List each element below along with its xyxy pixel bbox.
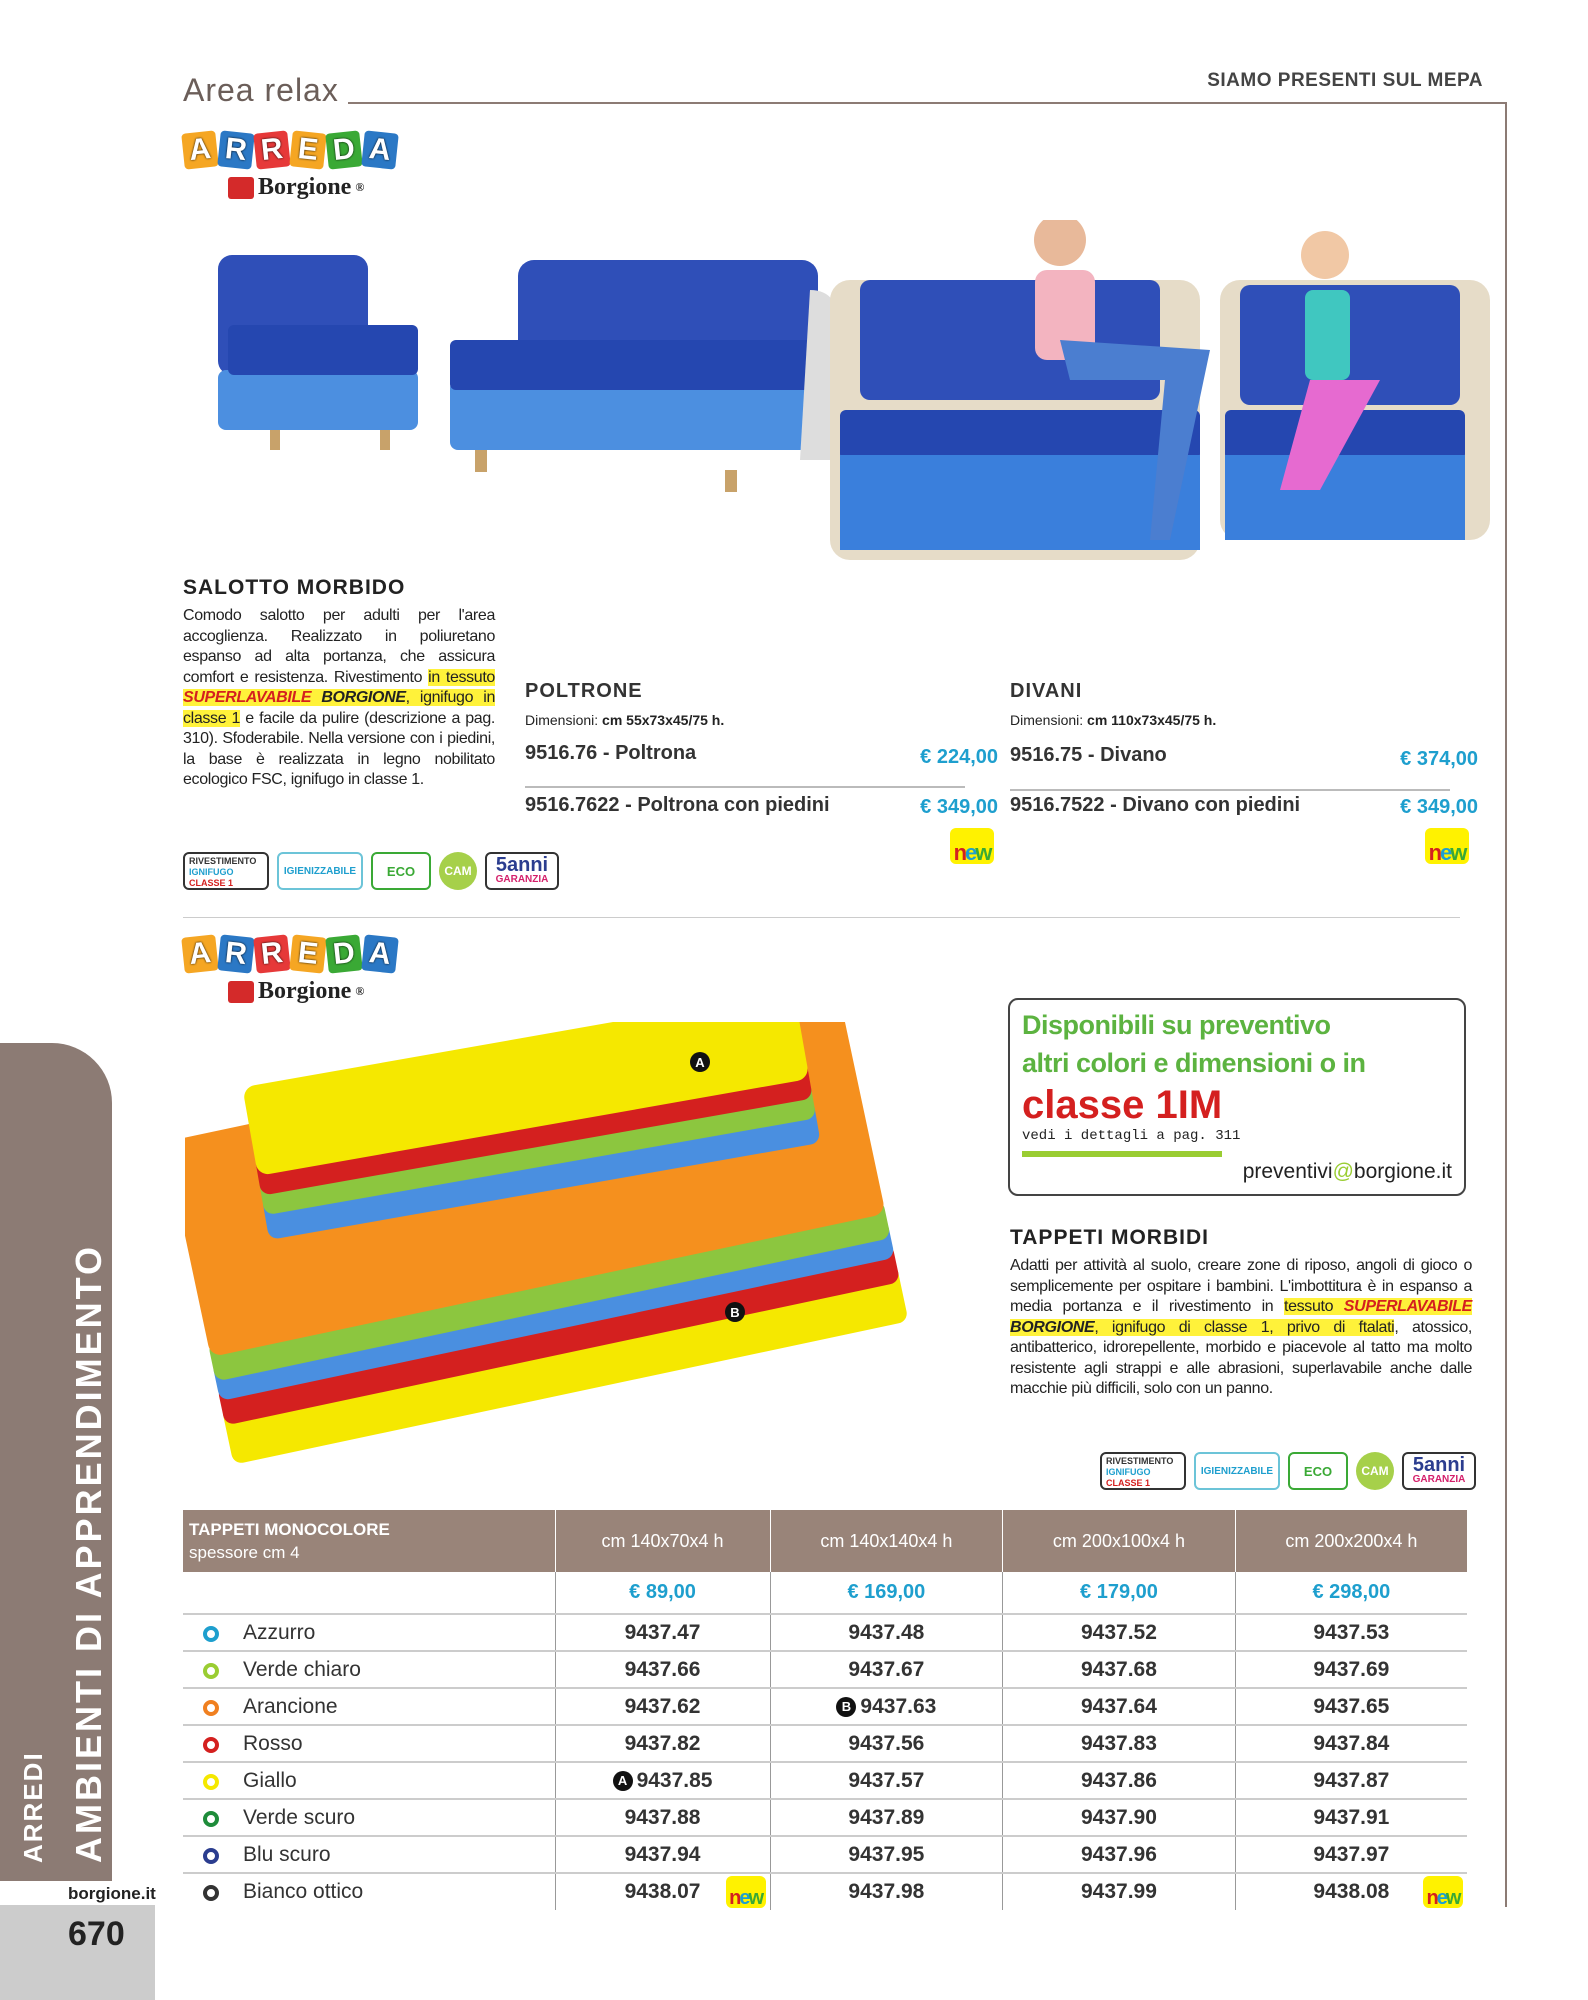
- separator: [1010, 789, 1450, 791]
- color-swatch-icon: [203, 1663, 219, 1679]
- product-code: 9437.95: [848, 1842, 925, 1866]
- product-code: 9437.85: [636, 1768, 713, 1792]
- sofa-image: [450, 260, 840, 492]
- price-cell: € 89,00: [555, 1572, 770, 1614]
- code-cell: [1235, 1651, 1467, 1688]
- code-cell: [1003, 1651, 1236, 1688]
- code-cell: [1003, 1762, 1236, 1799]
- borgione-mark-icon: [228, 981, 254, 1003]
- logo-letter: A: [181, 130, 219, 169]
- code-cell: [1235, 1614, 1467, 1651]
- product-code: 9437.86: [1081, 1768, 1157, 1792]
- product-code: 9437.84: [1313, 1731, 1390, 1755]
- borgione-mark-icon: [228, 177, 254, 199]
- divani-price: € 374,00: [1400, 748, 1478, 770]
- section-divider: [183, 917, 1460, 918]
- mepa-label: SIAMO PRESENTI SUL MEPA: [1207, 70, 1483, 91]
- section-title: Area relax: [183, 72, 339, 108]
- color-cell: [183, 1873, 555, 1910]
- product-code: 9437.67: [848, 1657, 925, 1681]
- mat-marker-icon: A: [613, 1771, 633, 1791]
- reg-mark: ®: [355, 180, 365, 194]
- color-swatch-icon: [203, 1626, 219, 1642]
- table-row: [183, 1762, 1467, 1799]
- cam-badge: CAM: [439, 852, 477, 890]
- table-row: [183, 1614, 1467, 1651]
- color-swatch-icon: [203, 1848, 219, 1864]
- code-cell: [1235, 1725, 1467, 1762]
- new-badge: n e w: [726, 1876, 766, 1908]
- tappeti-description: Adatti per attività al suolo, creare zone di riposo, angoli di gioco o semplicemente per ospitare i bambini. L'imbottitura è in espanso a media portanza e il rivestimento in tessuto SUPERLAVABILE BORGIONE, ignifugo di classe 1, privo di ftalati, atossico, antibatterico, idrorepellente, morbido e piacevole al tatto ma molto resistente agli strappi e alle abrasioni, superlavabile anche dalle macchie più difficili, solo con un panno.: [1010, 1257, 1472, 1397]
- color-swatch-icon: [203, 1737, 219, 1753]
- code-cell: [1003, 1725, 1236, 1762]
- tappeti-title: TAPPETI MORBIDI: [1010, 1226, 1209, 1249]
- feature-badges: [183, 852, 559, 890]
- logo-letter: R: [253, 934, 291, 973]
- color-cell: [183, 1651, 555, 1688]
- table-header-title: TAPPETI MONOCOLORE spessore cm 4: [183, 1510, 555, 1572]
- sanitizable-badge: IGIENIZZABILE: [277, 852, 363, 890]
- product-code: 9437.82: [624, 1731, 701, 1755]
- code-cell: [1235, 1688, 1467, 1725]
- price-row: [183, 1572, 1467, 1614]
- color-swatch-icon: [203, 1885, 219, 1901]
- price-cell: € 298,00: [1235, 1572, 1467, 1614]
- salotto-title: SALOTTO MORBIDO: [183, 576, 406, 599]
- code-cell: [1235, 1762, 1467, 1799]
- product-code: 9437.68: [1081, 1657, 1157, 1681]
- table-row: [183, 1688, 1467, 1725]
- code-cell: [1003, 1873, 1236, 1910]
- color-cell: [183, 1762, 555, 1799]
- code-cell: [770, 1873, 1003, 1910]
- poltrone-price: € 349,00: [920, 796, 998, 818]
- color-swatch-icon: [203, 1700, 219, 1716]
- color-name: Verde chiaro: [243, 1657, 361, 1681]
- logo-letter: R: [217, 130, 255, 169]
- product-code: 9437.91: [1313, 1805, 1390, 1829]
- column-header: cm 140x70x4 h: [555, 1510, 770, 1572]
- code-cell: [555, 1614, 770, 1651]
- fireproof-badge: RIVESTIMENTO IGNIFUGO CLASSE 1: [1100, 1452, 1186, 1490]
- salotto-description: Comodo salotto per adulti per l'area accoglienza. Realizzato in poliuretano espanso ad alta portanza, che assicura comfort e resistenza. Rivestimento in tessuto SUPERLAVABILE BORGIONE, ignifugo in classe 1 e facile da pulire (descrizione a pag. 310). Sfoderabile. Nella versione con i piedini, la base è realizzata in legno nobilitato ecologico FSC, ignifugo in classe 1.: [183, 607, 495, 788]
- code-cell: [1235, 1799, 1467, 1836]
- product-code: 9437.98: [848, 1880, 925, 1903]
- product-code: 9437.99: [1081, 1880, 1157, 1903]
- divani-price: € 349,00: [1400, 796, 1478, 818]
- quote-line-1: Disponibili su preventivo: [1022, 1010, 1331, 1040]
- mat-label-a: A: [695, 1055, 705, 1070]
- code-cell: [555, 1725, 770, 1762]
- code-cell: [1003, 1614, 1236, 1651]
- color-swatch-icon: [203, 1774, 219, 1790]
- code-cell: [770, 1836, 1003, 1873]
- code-cell: [770, 1762, 1003, 1799]
- color-name: Bianco ottico: [243, 1880, 364, 1903]
- product-code: 9437.87: [1313, 1768, 1390, 1792]
- price-cell: € 169,00: [770, 1572, 1003, 1614]
- product-code: 9437.96: [1081, 1842, 1157, 1866]
- table-row: [183, 1725, 1467, 1762]
- category-label: AMBIENTI DI APPRENDIMENTO: [68, 1243, 109, 1863]
- product-code: 9438.08: [1313, 1880, 1390, 1903]
- table-row: [183, 1799, 1467, 1836]
- code-cell: [1003, 1688, 1236, 1725]
- color-cell: [183, 1614, 555, 1651]
- green-underline: [1022, 1151, 1222, 1157]
- poltrone-title: POLTRONE: [525, 680, 643, 702]
- logo-letters: [183, 132, 423, 168]
- new-badge: n e w: [950, 828, 994, 864]
- reg-mark: ®: [355, 984, 365, 998]
- code-cell: [1235, 1873, 1467, 1910]
- code-cell: [770, 1725, 1003, 1762]
- section-label: ARREDI: [18, 1751, 48, 1863]
- poltrone-dimensions: Dimensioni: cm 55x73x45/75 h.: [525, 712, 725, 728]
- product-code: 9437.69: [1313, 1657, 1390, 1681]
- code-cell: [555, 1688, 770, 1725]
- armchair-with-child-image: [1220, 231, 1490, 540]
- quote-line-3: classe 1IM: [1022, 1083, 1223, 1127]
- warranty-badge: 5anni GARANZIA: [1402, 1452, 1476, 1490]
- logo-letter: D: [325, 130, 363, 169]
- quote-details: vedi i dettagli a pag. 311: [1022, 1128, 1241, 1144]
- new-badge: n e w: [1425, 828, 1469, 864]
- product-code: 9437.56: [848, 1731, 925, 1755]
- product-code: 9437.52: [1081, 1620, 1157, 1644]
- column-header: cm 140x140x4 h: [770, 1510, 1003, 1572]
- code-cell: [555, 1799, 770, 1836]
- warranty-badge: 5anni GARANZIA: [485, 852, 559, 890]
- divani-dimensions: Dimensioni: cm 110x73x45/75 h.: [1010, 712, 1217, 728]
- divani-item: 9516.7522 - Divano con piedini: [1010, 794, 1301, 816]
- new-badge: n e w: [1423, 1876, 1463, 1908]
- sofa-with-woman-image: [830, 220, 1210, 560]
- brand-name: Borgione: [258, 174, 352, 200]
- product-code: 9437.94: [624, 1842, 701, 1866]
- poltrone-item: 9516.7622 - Poltrona con piedini: [525, 794, 830, 816]
- code-cell: [555, 1762, 770, 1799]
- logo-letter: R: [217, 934, 255, 973]
- site-url: borgione.it: [68, 1884, 156, 1903]
- brand-name: Borgione: [258, 978, 352, 1004]
- logo-letters: [183, 936, 423, 972]
- arreda-logo: [183, 936, 423, 1016]
- logo-letter: R: [253, 130, 291, 169]
- quote-info-box: [1008, 998, 1466, 1196]
- product-code: 9437.83: [1081, 1731, 1157, 1755]
- code-cell: [555, 1873, 770, 1910]
- code-cell: [770, 1614, 1003, 1651]
- cam-badge: CAM: [1356, 1452, 1394, 1490]
- color-swatch-icon: [203, 1811, 219, 1827]
- logo-letter: A: [361, 130, 399, 169]
- product-code: 9437.89: [848, 1805, 925, 1829]
- divani-item: 9516.75 - Divano: [1010, 744, 1167, 766]
- code-cell: [770, 1688, 1003, 1725]
- category-tab: [0, 1043, 112, 1881]
- code-cell: [1003, 1799, 1236, 1836]
- mats-photo: [185, 1022, 965, 1502]
- fireproof-badge: RIVESTIMENTO IGNIFUGO CLASSE 1: [183, 852, 269, 890]
- color-cell: [183, 1836, 555, 1873]
- product-code: 9437.66: [624, 1657, 701, 1681]
- color-name: Blu scuro: [243, 1842, 331, 1866]
- tappeti-price-table: [183, 1510, 1467, 1910]
- table-row: [183, 1873, 1467, 1910]
- product-code: 9438.07: [624, 1880, 701, 1903]
- quote-email-link[interactable]: preventivi@borgione.it: [1242, 1160, 1452, 1183]
- product-code: 9437.57: [848, 1768, 925, 1792]
- code-cell: [770, 1799, 1003, 1836]
- color-name: Giallo: [243, 1768, 297, 1792]
- color-name: Azzurro: [243, 1620, 316, 1644]
- logo-letter: A: [181, 934, 219, 973]
- code-cell: [1235, 1836, 1467, 1873]
- page-number: 670: [68, 1915, 125, 1953]
- table-row: [183, 1651, 1467, 1688]
- feature-badges: [1100, 1452, 1476, 1490]
- column-header: cm 200x200x4 h: [1235, 1510, 1467, 1572]
- product-code: 9437.47: [624, 1620, 701, 1644]
- product-code: 9437.63: [860, 1694, 937, 1718]
- product-code: 9437.88: [624, 1805, 701, 1829]
- product-code: 9437.64: [1081, 1694, 1157, 1718]
- code-cell: [555, 1836, 770, 1873]
- color-cell: [183, 1688, 555, 1725]
- quote-line-2: altri colori e dimensioni o in: [1022, 1048, 1366, 1078]
- armchair-image: [218, 255, 418, 450]
- header-rule: [348, 102, 1506, 104]
- product-code: 9437.48: [848, 1620, 925, 1644]
- logo-letter: A: [361, 934, 399, 973]
- sofa-product-photos: [200, 220, 1500, 610]
- color-name: Arancione: [243, 1694, 338, 1718]
- mat-marker-icon: B: [836, 1697, 856, 1717]
- code-cell: [555, 1651, 770, 1688]
- logo-letter: D: [325, 934, 363, 973]
- color-cell: [183, 1799, 555, 1836]
- product-code: 9437.53: [1313, 1620, 1390, 1644]
- table-row: [183, 1836, 1467, 1873]
- color-name: Rosso: [243, 1731, 303, 1755]
- column-header: cm 200x100x4 h: [1003, 1510, 1236, 1572]
- code-cell: [1003, 1836, 1236, 1873]
- product-code: 9437.90: [1081, 1805, 1157, 1829]
- logo-letter: E: [289, 934, 327, 973]
- arreda-logo: [183, 132, 423, 212]
- product-code: 9437.65: [1313, 1694, 1390, 1718]
- sanitizable-badge: IGIENIZZABILE: [1194, 1452, 1280, 1490]
- product-code: 9437.97: [1313, 1842, 1390, 1866]
- poltrone-item: 9516.76 - Poltrona: [525, 742, 697, 764]
- eco-badge: ECO: [371, 852, 431, 890]
- code-cell: [770, 1651, 1003, 1688]
- mat-label-b: B: [730, 1305, 740, 1320]
- color-cell: [183, 1725, 555, 1762]
- separator: [525, 786, 965, 788]
- divani-title: DIVANI: [1010, 680, 1083, 702]
- page-rule: [1505, 102, 1507, 1907]
- poltrone-price: € 224,00: [920, 746, 998, 768]
- price-cell: € 179,00: [1003, 1572, 1236, 1614]
- color-name: Verde scuro: [243, 1805, 356, 1829]
- product-code: 9437.62: [624, 1694, 701, 1718]
- eco-badge: ECO: [1288, 1452, 1348, 1490]
- logo-letter: E: [289, 130, 327, 169]
